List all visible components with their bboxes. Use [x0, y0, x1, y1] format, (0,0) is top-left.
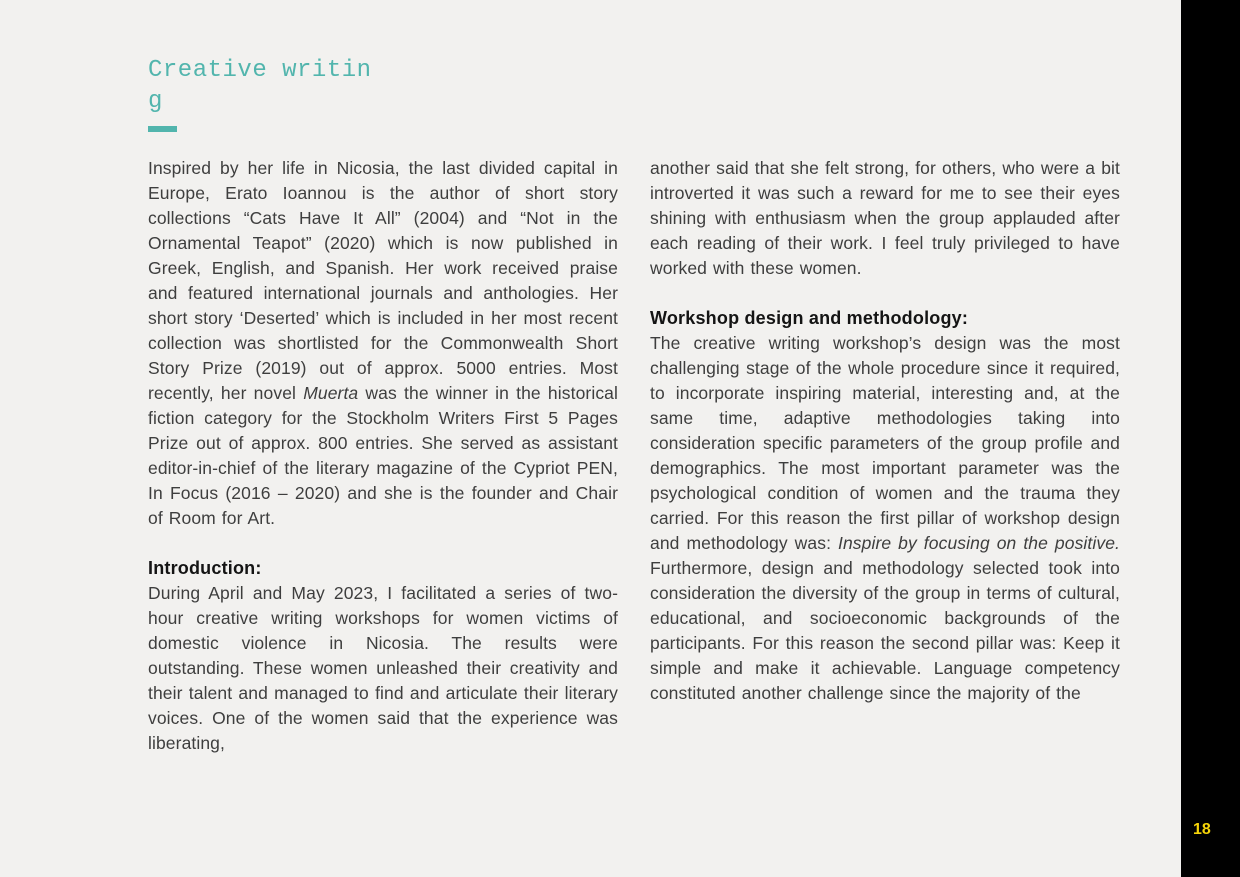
- testimonial-paragraph: another said that she felt strong, for others, who were a bit introverted it was such a reward for me to see their eyes shining with enthusiasm when the group applauded after each reading of their work. I feel truly privileged to have worked with these women.: [650, 158, 1120, 278]
- sidebar-bar: [1181, 0, 1240, 877]
- page-title-line2: g: [148, 88, 163, 115]
- left-column: [148, 156, 618, 756]
- introduction-paragraph: During April and May 2023, I facilitated a series of two-hour creative writing workshops for women victims of domestic violence in Nicosia. The results were outstanding. These women unleashed their creativity and their talent and managed to find and articulate their literary voices. One of the women said that the experience was liberating,: [148, 583, 618, 753]
- right-column: [650, 156, 1120, 756]
- methodology-paragraph: [650, 331, 1120, 706]
- methodology-text-segment-2: Furthermore, design and methodology selected took into consideration the diversity of the group in terms of cultural, educational, and socioeconomic backgrounds of the participants. For this reason the second pillar was: Keep it simple and make it achievable. Language competency constituted another challenge since the majority of the: [650, 558, 1120, 703]
- methodology-text-segment-1: The creative writing workshop’s design was the most challenging stage of the whole procedure since it required, to incorporate inspiring material, interesting and, at the same time, adaptive methodologies taking into consideration specific parameters of the group profile and demographics. The most important parameter was the psychological condition of women and the trauma they carried. For this reason the first pillar of workshop design and methodology was:: [650, 333, 1120, 553]
- page-number: 18: [1193, 821, 1211, 838]
- page-title-line1: Creative writin: [148, 57, 372, 84]
- section-heading-workshop-design: Workshop design and methodology:: [650, 308, 969, 328]
- two-column-text: [148, 156, 1120, 756]
- pillar-one-italic: Inspire by focusing on the positive.: [838, 533, 1120, 553]
- page-title-block: [148, 55, 372, 132]
- author-bio-paragraph: [148, 156, 618, 531]
- novel-title-italic: Muerta: [303, 383, 359, 403]
- title-underline-accent: [148, 126, 177, 132]
- bio-text-segment-2: was the winner in the historical fiction category for the Stockholm Writers First 5 Pages Prize out of approx. 800 entries. She served as assistant editor-in-chief of the literary magazine of the Cypriot PEN, In Focus (2016 – 2020) and she is the founder and Chair of Room for Art.: [148, 383, 618, 528]
- bio-text-segment-1: Inspired by her life in Nicosia, the last divided capital in Europe, Erato Ioannou is the author of short story collections “Cats Have It All” (2004) and “Not in the Ornamental Teapot” (2020) which is now published in Greek, English, and Spanish. Her work received praise and featured international journals and anthologies. Her short story ‘Deserted’ which is included in her most recent collection was shortlisted for the Commonwealth Short Story Prize (2019) out of approx. 5000 entries. Most recently, her novel: [148, 158, 618, 403]
- section-heading-introduction: Introduction:: [148, 558, 262, 578]
